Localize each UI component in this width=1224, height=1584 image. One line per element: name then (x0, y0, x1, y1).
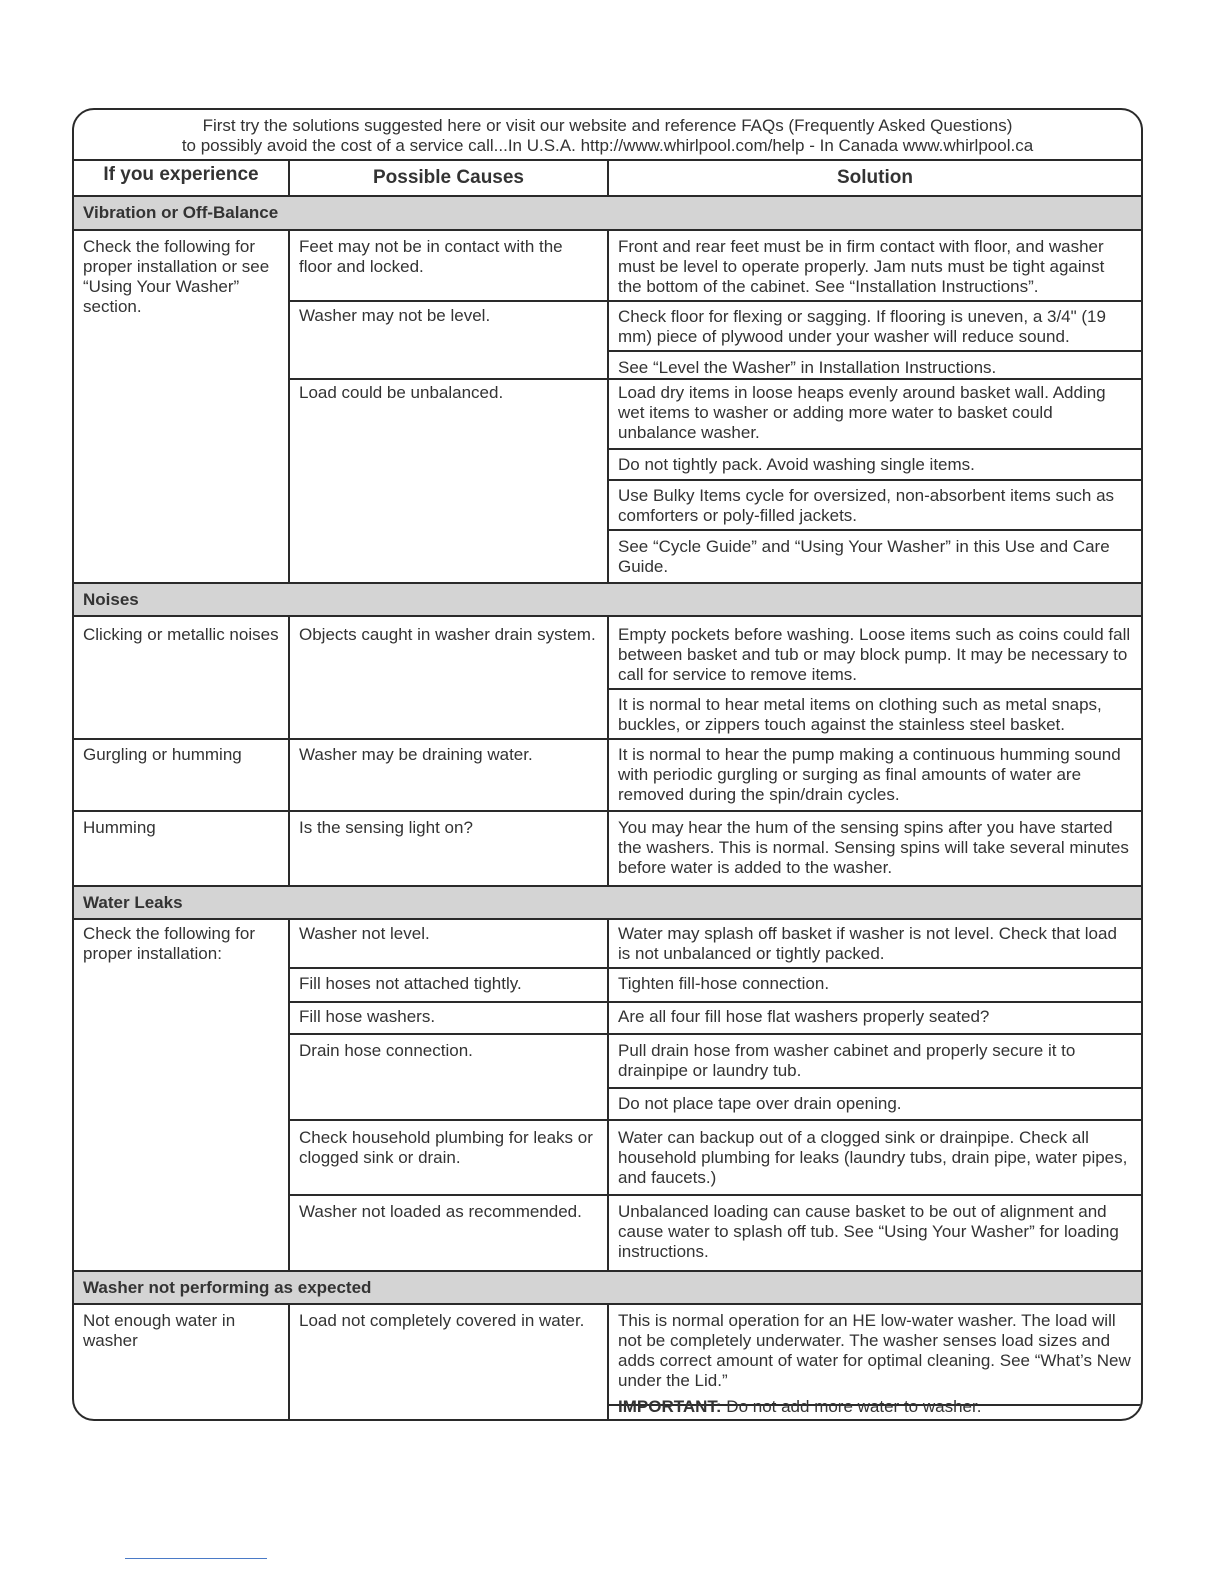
leaks-experience: Check the following for proper installation: (83, 924, 255, 963)
leaks-cause-fill-hoses: Fill hoses not attached tightly. (299, 974, 522, 993)
header-solution: Solution (837, 167, 913, 188)
performing-solution: This is normal operation for an HE low-water washer. The load will not be completely underwater. The washer senses load sizes and adds correct amount of water for optimal cleaning. See “What’s New under the Lid.” (618, 1311, 1131, 1390)
noises-experience-humming: Humming (83, 818, 156, 837)
leaks-solution-flat-washers: Are all four fill hose flat washers properly seated? (618, 1007, 990, 1026)
section-noises: Noises (74, 584, 1141, 617)
leaks-solution-backup: Water can backup out of a clogged sink or drainpipe. Check all household plumbing for leaks (laundry tubs, drain pipe, water pipes, and faucets.) (618, 1128, 1128, 1187)
leaks-cause-not-loaded: Washer not loaded as recommended. (299, 1202, 582, 1221)
leaks-cause-drain-hose: Drain hose connection. (299, 1041, 473, 1060)
noises-solution-metal: It is normal to hear metal items on clothing such as metal snaps, buckles, or zippers touch against the stainless steel basket. (618, 695, 1102, 734)
noises-solution-pockets: Empty pockets before washing. Loose items such as coins could fall between basket and tub or may block pump. It may be necessary to call for service to remove items. (618, 625, 1131, 684)
leaks-cause-level: Washer not level. (299, 924, 430, 943)
vibration-solution-bulky: Use Bulky Items cycle for oversized, non-absorbent items such as comforters or poly-filled jackets. (618, 486, 1115, 525)
noises-cause-sensing: Is the sensing light on? (299, 818, 473, 837)
section-vibration: Vibration or Off-Balance (74, 197, 1141, 230)
noises-solution-pump: It is normal to hear the pump making a continuous humming sound with periodic gurgling or surging as final amounts of water are removed during the spin/drain cycles. (618, 745, 1121, 804)
important-label: IMPORTANT: (618, 1397, 722, 1416)
footer-rule (125, 1558, 267, 1559)
vibration-solution-cycle-guide: See “Cycle Guide” and “Using Your Washer” in this Use and Care Guide. (618, 537, 1110, 576)
leaks-cause-plumbing: Check household plumbing for leaks or clogged sink or drain. (299, 1128, 593, 1167)
vibration-solution-not-tightly: Do not tightly pack. Avoid washing single items. (618, 455, 975, 474)
noises-experience-gurgling: Gurgling or humming (83, 745, 242, 764)
noises-experience-clicking: Clicking or metallic noises (83, 625, 279, 644)
leaks-solution-tighten: Tighten fill-hose connection. (618, 974, 830, 993)
vibration-solution-floor: Check floor for flexing or sagging. If flooring is uneven, a 3/4" (19 mm) piece of plywood under your washer will reduce sound. (618, 307, 1106, 346)
vibration-solution-feet: Front and rear feet must be in firm contact with floor, and washer must be level to operate properly. Jam nuts must be tight against the bottom of the cabinet. See “Installation Instructions”. (618, 237, 1105, 296)
leaks-solution-no-tape: Do not place tape over drain opening. (618, 1094, 902, 1113)
intro-line-2: to possibly avoid the cost of a service call...In U.S.A. http://www.whirlpool.com/help - In Canada www.whirlpool.ca (181, 136, 1034, 155)
vibration-cause-level: Washer may not be level. (299, 306, 491, 325)
noises-solution-sensing: You may hear the hum of the sensing spins after you have started the washers. This is normal. Sensing spins will take several minutes before water is added to the washer. (618, 818, 1129, 877)
intro-line-1: First try the solutions suggested here or visit our website and reference FAQs (Frequently Asked Questions) (202, 116, 1013, 135)
header-possible-causes: Possible Causes (372, 167, 525, 188)
troubleshooting-table (72, 108, 1143, 1421)
important-text: Do not add more water to washer. (726, 1397, 982, 1416)
section-washer-not-performing: Washer not performing as expected (74, 1272, 1141, 1305)
leaks-solution-pull-drain: Pull drain hose from washer cabinet and properly secure it to drainpipe or laundry tub. (618, 1041, 1076, 1080)
vibration-solution-load-dry: Load dry items in loose heaps evenly around basket wall. Adding wet items to washer or adding more water to basket could unbalance washer. (618, 383, 1106, 442)
leaks-solution-unbalanced: Unbalanced loading can cause basket to be out of alignment and cause water to splash off tub. See “Using Your Washer” for loading instructions. (618, 1202, 1119, 1261)
intro-text (74, 110, 1141, 161)
leaks-cause-hose-washers: Fill hose washers. (299, 1007, 436, 1026)
performing-important (609, 1397, 1141, 1417)
performing-cause: Load not completely covered in water. (299, 1311, 585, 1330)
vibration-experience: Check the following for proper installation or see “Using Your Washer” section. (83, 237, 270, 316)
performing-experience: Not enough water in washer (83, 1311, 236, 1350)
section-water-leaks: Water Leaks (74, 887, 1141, 920)
leaks-solution-splash: Water may splash off basket if washer is not level. Check that load is not unbalanced or tightly packed. (618, 924, 1117, 963)
vibration-cause-feet: Feet may not be in contact with the floor and locked. (299, 237, 563, 276)
noises-cause-draining: Washer may be draining water. (299, 745, 533, 764)
noises-cause-objects: Objects caught in washer drain system. (299, 625, 596, 644)
vibration-cause-unbalanced: Load could be unbalanced. (299, 383, 504, 402)
vibration-solution-level: See “Level the Washer” in Installation Instructions. (618, 358, 997, 377)
header-if-you-experience: If you experience (103, 164, 259, 185)
